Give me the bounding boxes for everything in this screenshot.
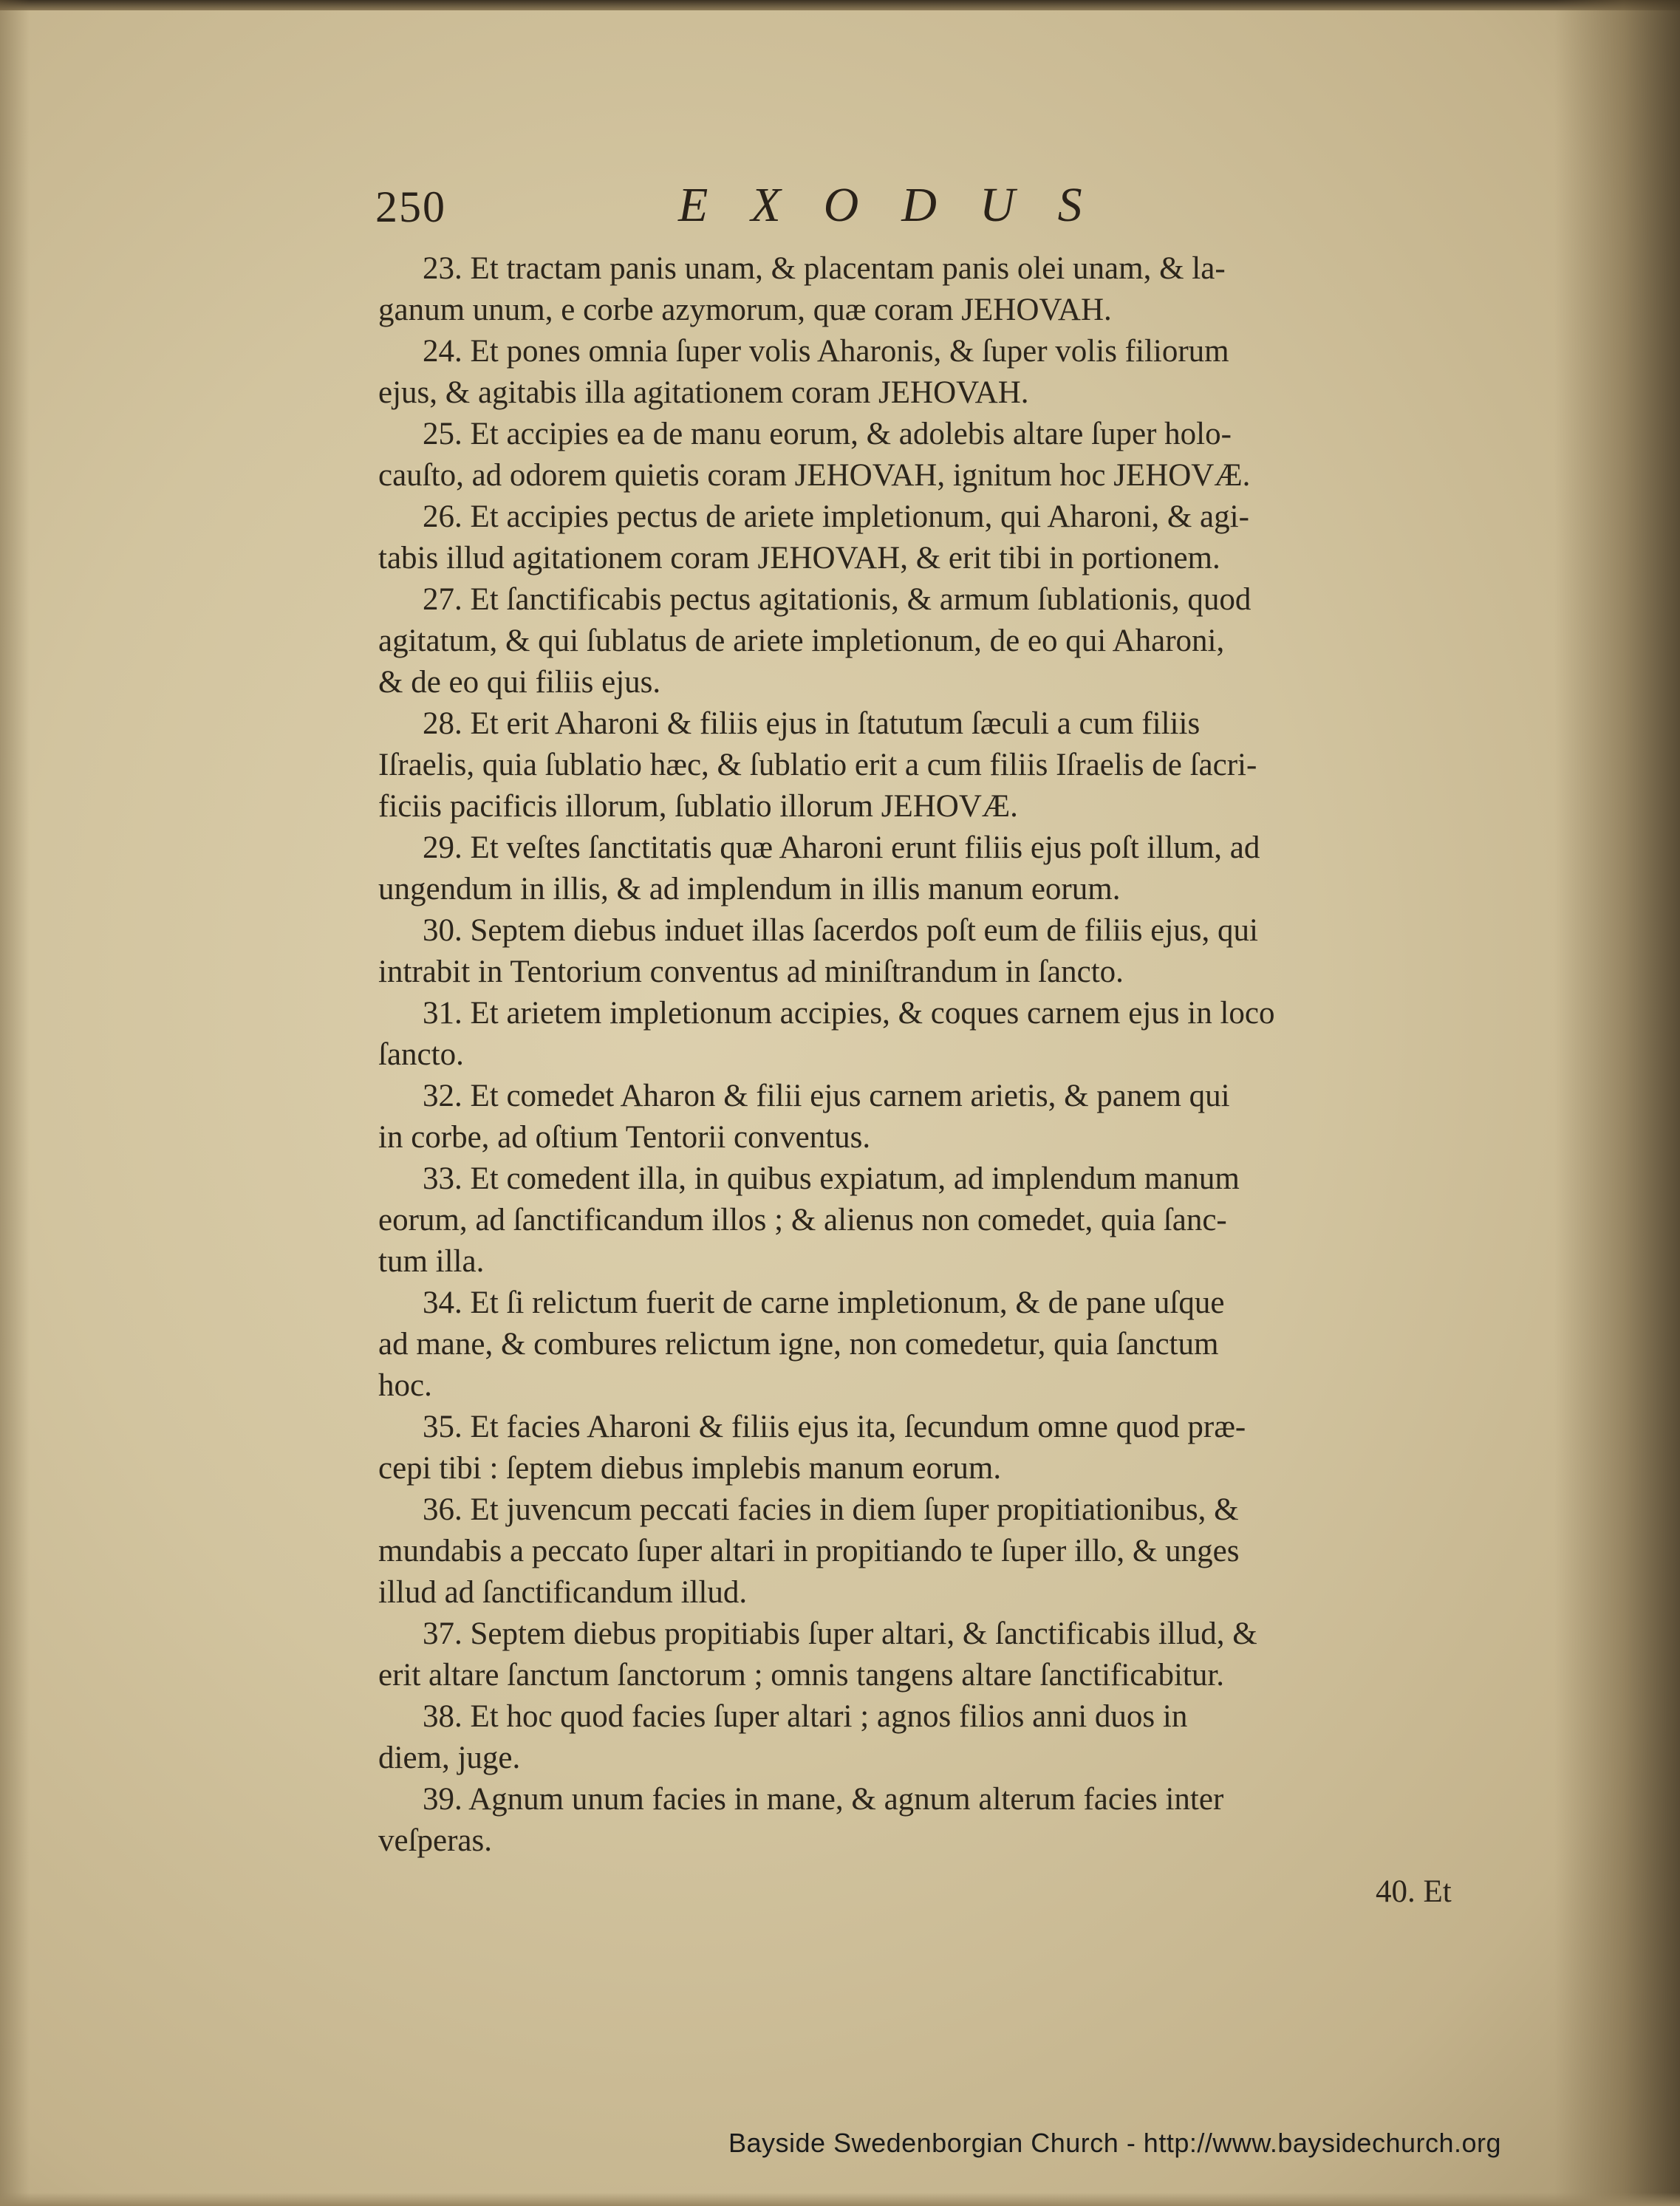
page-left-shade [0, 0, 30, 2206]
verse-31: 31. Et arietem impletionum accipies, & coques carnem ejus in loco ſancto. [378, 996, 1275, 1072]
verse-36: 36. Et juvencum peccati facies in diem ſuper propitiationibus, & mundabis a peccato ſuper altari in propitiando te ſuper illo, & unges illud ad ſanctificandum illud. [378, 1492, 1240, 1610]
page-number: 250 [375, 182, 446, 231]
page-gutter-shade [1554, 0, 1680, 2206]
running-title: EXODUS [678, 178, 1125, 232]
catchword: 40. Et [1376, 1874, 1452, 1909]
verse-27: 27. Et ſanctificabis pectus agitationis, & armum ſublationis, quod agitatum, & qui ſublatus de ariete impletionum, de eo qui Aharoni, & de eo qui filiis ejus. [378, 582, 1252, 700]
verse-28: 28. Et erit Aharoni & filiis ejus in ſtatutum ſæculi a cum filiis Iſraelis, quia ſublatio hæc, & ſublatio erit a cum filiis Iſraelis de ſacri- ficiis pacificis illorum, ſublatio illorum JEHOVÆ. [378, 706, 1257, 824]
page-top-edge [0, 0, 1680, 10]
verse-39: 39. Agnum unum facies in mane, & agnum alterum facies inter veſperas. [378, 1782, 1224, 1858]
verse-34: 34. Et ſi relictum fuerit de carne impletionum, & de pane uſque ad mane, & combures relictum igne, non comedetur, quia ſanctum hoc. [378, 1285, 1225, 1403]
verse-37: 37. Septem diebus propitiabis ſuper altari, & ſanctificabis illud, & erit altare ſanctum ſanctorum ; omnis tangens altare ſanctificabitur. [378, 1616, 1257, 1693]
verse-23: 23. Et tractam panis unam, & placentam panis olei unam, & la- ganum unum, e corbe azymorum, quæ coram JEHOVAH. [378, 251, 1226, 327]
watermark-credit: Bayside Swedenborgian Church - http://www.baysidechurch.org [728, 2128, 1502, 2158]
verse-35: 35. Et facies Aharoni & filiis ejus ita, ſecundum omne quod præ- cepi tibi : ſeptem diebus implebis manum eorum. [378, 1410, 1246, 1486]
verse-25: 25. Et accipies ea de manu eorum, & adolebis altare ſuper holo- cauſto, ad odorem quietis coram JEHOVAH, ignitum hoc JEHOVÆ. [378, 417, 1251, 493]
verse-30: 30. Septem diebus induet illas ſacerdos poſt eum de filiis ejus, qui intrabit in Tentorium conventus ad miniſtrandum in ſancto. [378, 913, 1258, 989]
verse-26: 26. Et accipies pectus de ariete impletionum, qui Aharoni, & agi- tabis illud agitationem coram JEHOVAH, & erit tibi in portionem. [378, 499, 1249, 576]
verse-24: 24. Et pones omnia ſuper volis Aharonis, & ſuper volis filiorum ejus, & agitabis illa agitationem coram JEHOVAH. [378, 334, 1229, 410]
verse-29: 29. Et veſtes ſanctitatis quæ Aharoni erunt filiis ejus poſt illum, ad ungendum in illis, & ad implendum in illis manum eorum. [378, 830, 1260, 906]
page-bottom-edge [0, 2193, 1680, 2206]
verse-38: 38. Et hoc quod facies ſuper altari ; agnos filios anni duos in diem, juge. [378, 1699, 1188, 1775]
verse-32: 32. Et comedet Aharon & filii ejus carnem arietis, & panem qui in corbe, ad oſtium Tentorii conventus. [378, 1079, 1230, 1155]
verse-list [378, 248, 1486, 1862]
verse-33: 33. Et comedent illa, in quibus expiatum, ad implendum manum eorum, ad ſanctificandum illos ; & alienus non comedet, quia ſanc- tum illa. [378, 1161, 1240, 1279]
page-header [375, 174, 1483, 241]
